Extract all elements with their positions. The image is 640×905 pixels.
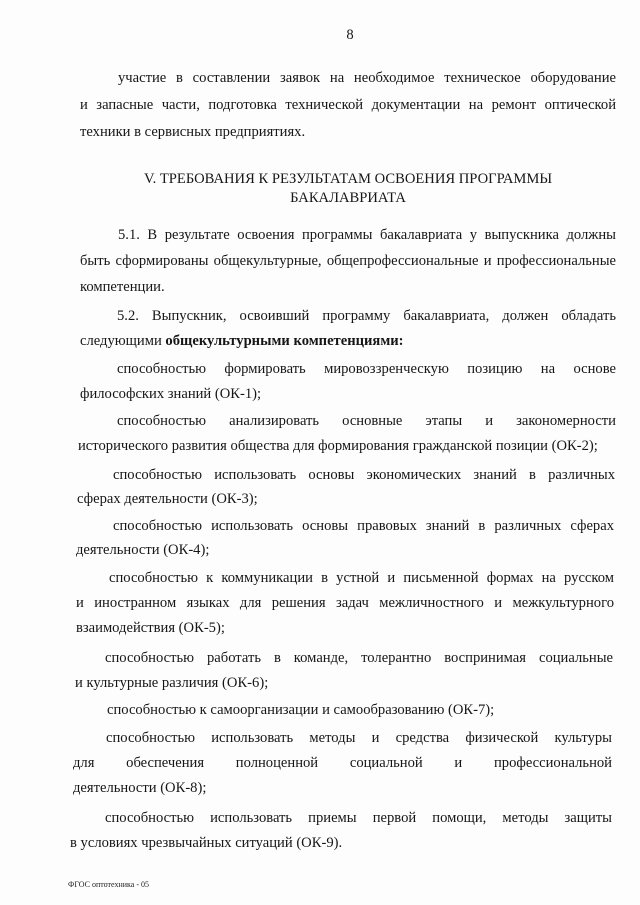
text-line: взаимодействия (ОК-5); <box>76 620 225 636</box>
text-line: участие в составлении заявок на необходимое техническое оборудование <box>118 70 616 86</box>
text-line: философских знаний (ОК-1); <box>80 386 262 402</box>
emphasis-text: общекультурными компетенциями: <box>165 333 404 349</box>
competency-ok-2 <box>78 409 616 459</box>
text-line: способностью использовать приемы первой помощи, методы защиты <box>105 810 612 826</box>
text-line: деятельности (ОК-8); <box>73 780 207 796</box>
text-line: техники в сервисных предприятиях. <box>80 124 306 140</box>
text-line: быть сформированы общекультурные, общепрофессиональные и профессиональные <box>80 253 616 269</box>
text-line: и запасные части, подготовка технической документации на ремонт оптической <box>80 97 616 113</box>
clause-5-2 <box>80 304 616 354</box>
text-line: способностью использовать основы правовых знаний в различных сферах <box>113 518 614 534</box>
text-line: 5.2. Выпускник, освоивший программу бакалавриата, должен обладать <box>117 308 616 324</box>
intro-paragraph <box>80 65 616 146</box>
page-number: 8 <box>346 27 354 43</box>
competency-ok-5 <box>76 566 614 641</box>
text-line: 5.1. В результате освоения программы бакалавриата у выпускника должны <box>118 227 616 243</box>
text-line: сферах деятельности (ОК-3); <box>77 491 258 507</box>
competency-ok-4 <box>76 514 614 562</box>
footer-text: ФГОС оптотехника - 05 <box>68 880 150 889</box>
competency-ok-8 <box>73 726 612 801</box>
text-line: в условиях чрезвычайных ситуаций (ОК-9). <box>70 835 343 851</box>
text-line: компетенции. <box>80 279 165 295</box>
section-heading <box>80 170 616 208</box>
text-line: и иностранном языках для решения задач межличностного и межкультурного <box>76 595 614 611</box>
competency-ok-1 <box>80 357 616 407</box>
text-line: способностью формировать мировоззренческую позицию на основе <box>117 361 616 377</box>
competency-ok-3 <box>77 463 615 511</box>
text-line: деятельности (ОК-4); <box>76 542 210 558</box>
lead-text: следующими <box>80 333 162 349</box>
heading-line: V. ТРЕБОВАНИЯ К РЕЗУЛЬТАТАМ ОСВОЕНИЯ ПРОГРАММЫ <box>143 171 553 187</box>
text-line <box>80 329 616 354</box>
clause-5-1 <box>80 222 616 300</box>
competency-ok-6 <box>75 646 613 696</box>
text-line: способностью работать в команде, толерантно воспринимая социальные <box>105 650 613 666</box>
text-line: способностью использовать основы экономических знаний в различных <box>113 467 615 483</box>
text-line: исторического развития общества для формирования гражданской позиции (ОК-2); <box>78 438 598 454</box>
text-line: способностью к коммуникации в устной и письменной формах на русском <box>109 570 614 586</box>
competency-ok-9 <box>70 806 612 856</box>
text-line: способностью использовать методы и средства физической культуры <box>106 730 612 746</box>
text-line: и культурные различия (ОК-6); <box>75 675 269 691</box>
text-line: для обеспечения полноценной социальной и профессиональной <box>73 755 612 771</box>
text-line: способностью анализировать основные этапы и закономерности <box>117 413 616 429</box>
text-line: способностью к самоорганизации и самообразованию (ОК-7); <box>107 702 495 718</box>
competency-ok-7 <box>74 698 612 723</box>
heading-line: БАКАЛАВРИАТА <box>290 190 406 206</box>
